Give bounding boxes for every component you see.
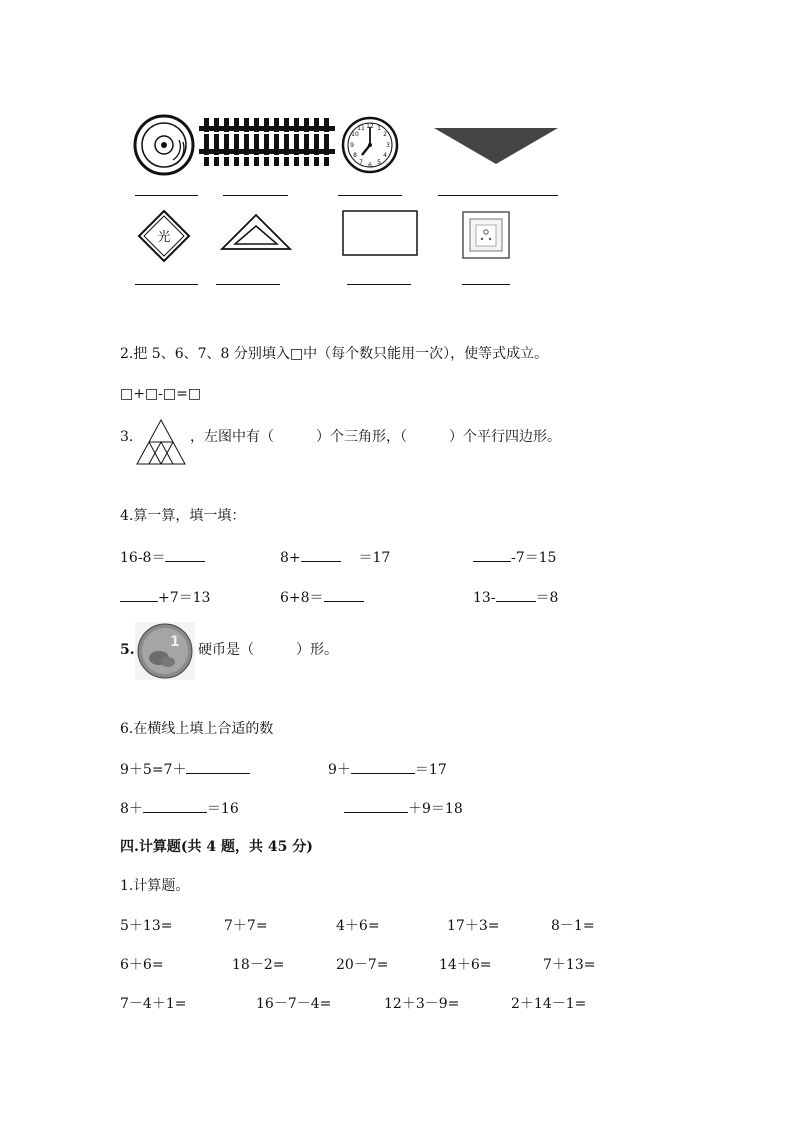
triangle-grid-icon bbox=[135, 418, 187, 468]
answer-line[interactable] bbox=[347, 284, 411, 285]
answer-line[interactable] bbox=[338, 195, 402, 196]
svg-text:7: 7 bbox=[359, 159, 363, 166]
svg-text:4: 4 bbox=[383, 152, 387, 159]
q4-item bbox=[473, 547, 556, 567]
calc-item: 2＋14－1= bbox=[511, 996, 587, 1012]
q4-expr: 6+8＝ bbox=[280, 590, 324, 606]
q4-expr: 16-8＝ bbox=[120, 550, 166, 566]
svg-text:8: 8 bbox=[353, 152, 357, 159]
answer-line[interactable] bbox=[165, 547, 205, 562]
calc-item: 18－2= bbox=[232, 957, 285, 973]
q4-item bbox=[120, 587, 210, 607]
q4-item bbox=[473, 587, 558, 607]
calc-item: 7＋7= bbox=[224, 918, 268, 934]
q4-expr: 13- bbox=[473, 590, 496, 606]
calc-item: 16－7－4= bbox=[256, 996, 332, 1012]
calc-item: 7－4＋1= bbox=[120, 996, 187, 1012]
answer-line[interactable] bbox=[186, 759, 250, 774]
disc-icon bbox=[133, 114, 195, 176]
coin-digit: 1 bbox=[170, 634, 180, 650]
q6-expr: 9＋ bbox=[328, 762, 351, 778]
question-4-title: 4.算一算，填一填： bbox=[120, 508, 246, 524]
svg-text:11: 11 bbox=[357, 125, 365, 132]
coin-icon bbox=[135, 622, 195, 680]
calc-item: 8－1= bbox=[551, 918, 595, 934]
answer-line[interactable] bbox=[120, 587, 158, 602]
question-2: 2.把 5、6、7、8 分别填入□中（每个数只能用一次），使等式成立。 bbox=[120, 346, 549, 362]
svg-text:12: 12 bbox=[366, 123, 374, 130]
q4-expr: +7＝13 bbox=[158, 590, 211, 606]
answer-line[interactable] bbox=[344, 798, 408, 813]
q4-expr: -7＝15 bbox=[511, 550, 557, 566]
answer-line[interactable] bbox=[216, 284, 280, 285]
answer-line[interactable] bbox=[143, 798, 207, 813]
answer-line[interactable] bbox=[324, 587, 364, 602]
answer-line[interactable] bbox=[135, 195, 198, 196]
q6-expr: ＝16 bbox=[206, 801, 239, 817]
calc-item: 12＋3－9= bbox=[384, 996, 460, 1012]
section-4-heading: 四.计算题(共 4 题，共 45 分) bbox=[120, 839, 313, 855]
question-5-number: 5. bbox=[120, 642, 135, 658]
q6-item bbox=[328, 759, 447, 779]
svg-text:10: 10 bbox=[351, 131, 359, 138]
answer-line[interactable] bbox=[496, 587, 536, 602]
q6-item bbox=[120, 759, 250, 779]
svg-text:3: 3 bbox=[386, 142, 390, 149]
calc-item: 14＋6= bbox=[439, 957, 492, 973]
svg-text:6: 6 bbox=[368, 162, 372, 169]
q4-item bbox=[280, 547, 390, 567]
question-2-equation: □+□-□=□ bbox=[120, 386, 202, 402]
question-6-title: 6.在横线上填上合适的数 bbox=[120, 721, 274, 737]
q4-item bbox=[280, 587, 364, 607]
q4-item bbox=[120, 547, 205, 567]
svg-text:5: 5 bbox=[377, 159, 381, 166]
calc-item: 4＋6= bbox=[336, 918, 380, 934]
svg-text:9: 9 bbox=[350, 142, 354, 149]
q6-item bbox=[120, 798, 239, 818]
q6-expr: ＝17 bbox=[414, 762, 447, 778]
clock-icon bbox=[341, 116, 399, 174]
section-4-q1-title: 1.计算题。 bbox=[120, 878, 190, 894]
svg-text:2: 2 bbox=[383, 131, 387, 138]
calc-item: 7＋13= bbox=[543, 957, 596, 973]
diamond-sign-icon bbox=[137, 209, 191, 263]
answer-line[interactable] bbox=[301, 547, 341, 562]
q6-item bbox=[344, 798, 463, 818]
set-square-icon bbox=[220, 213, 292, 251]
calc-item: 6＋6= bbox=[120, 957, 164, 973]
answer-line[interactable] bbox=[462, 284, 510, 285]
railway-track-icon bbox=[199, 116, 335, 168]
q6-expr: 8＋ bbox=[120, 801, 143, 817]
sign-text: 光 bbox=[157, 230, 171, 245]
calc-item: 5＋13= bbox=[120, 918, 173, 934]
q4-expr: ＝8 bbox=[535, 590, 559, 606]
question-3-number: 3. bbox=[120, 429, 134, 445]
q6-expr: ＋9＝18 bbox=[408, 801, 463, 817]
q4-expr: ＝17 bbox=[358, 550, 391, 566]
power-socket-icon bbox=[461, 210, 511, 260]
svg-text:1: 1 bbox=[377, 125, 381, 132]
triangle-banner-icon bbox=[434, 126, 560, 166]
answer-line[interactable] bbox=[135, 284, 198, 285]
answer-line[interactable] bbox=[351, 759, 415, 774]
answer-line[interactable] bbox=[438, 195, 558, 196]
question-5-text: 硬币是（ ）形。 bbox=[198, 642, 338, 658]
rectangle-icon bbox=[341, 209, 419, 257]
question-3-text: ，左图中有（ ）个三角形，（ ）个平行四边形。 bbox=[190, 429, 561, 445]
q6-expr: 9＋5=7＋ bbox=[120, 762, 187, 778]
calc-item: 17＋3= bbox=[447, 918, 500, 934]
calc-item: 20－7= bbox=[336, 957, 389, 973]
answer-line[interactable] bbox=[223, 195, 288, 196]
answer-line[interactable] bbox=[473, 547, 511, 562]
q4-expr: 8+ bbox=[280, 550, 301, 566]
